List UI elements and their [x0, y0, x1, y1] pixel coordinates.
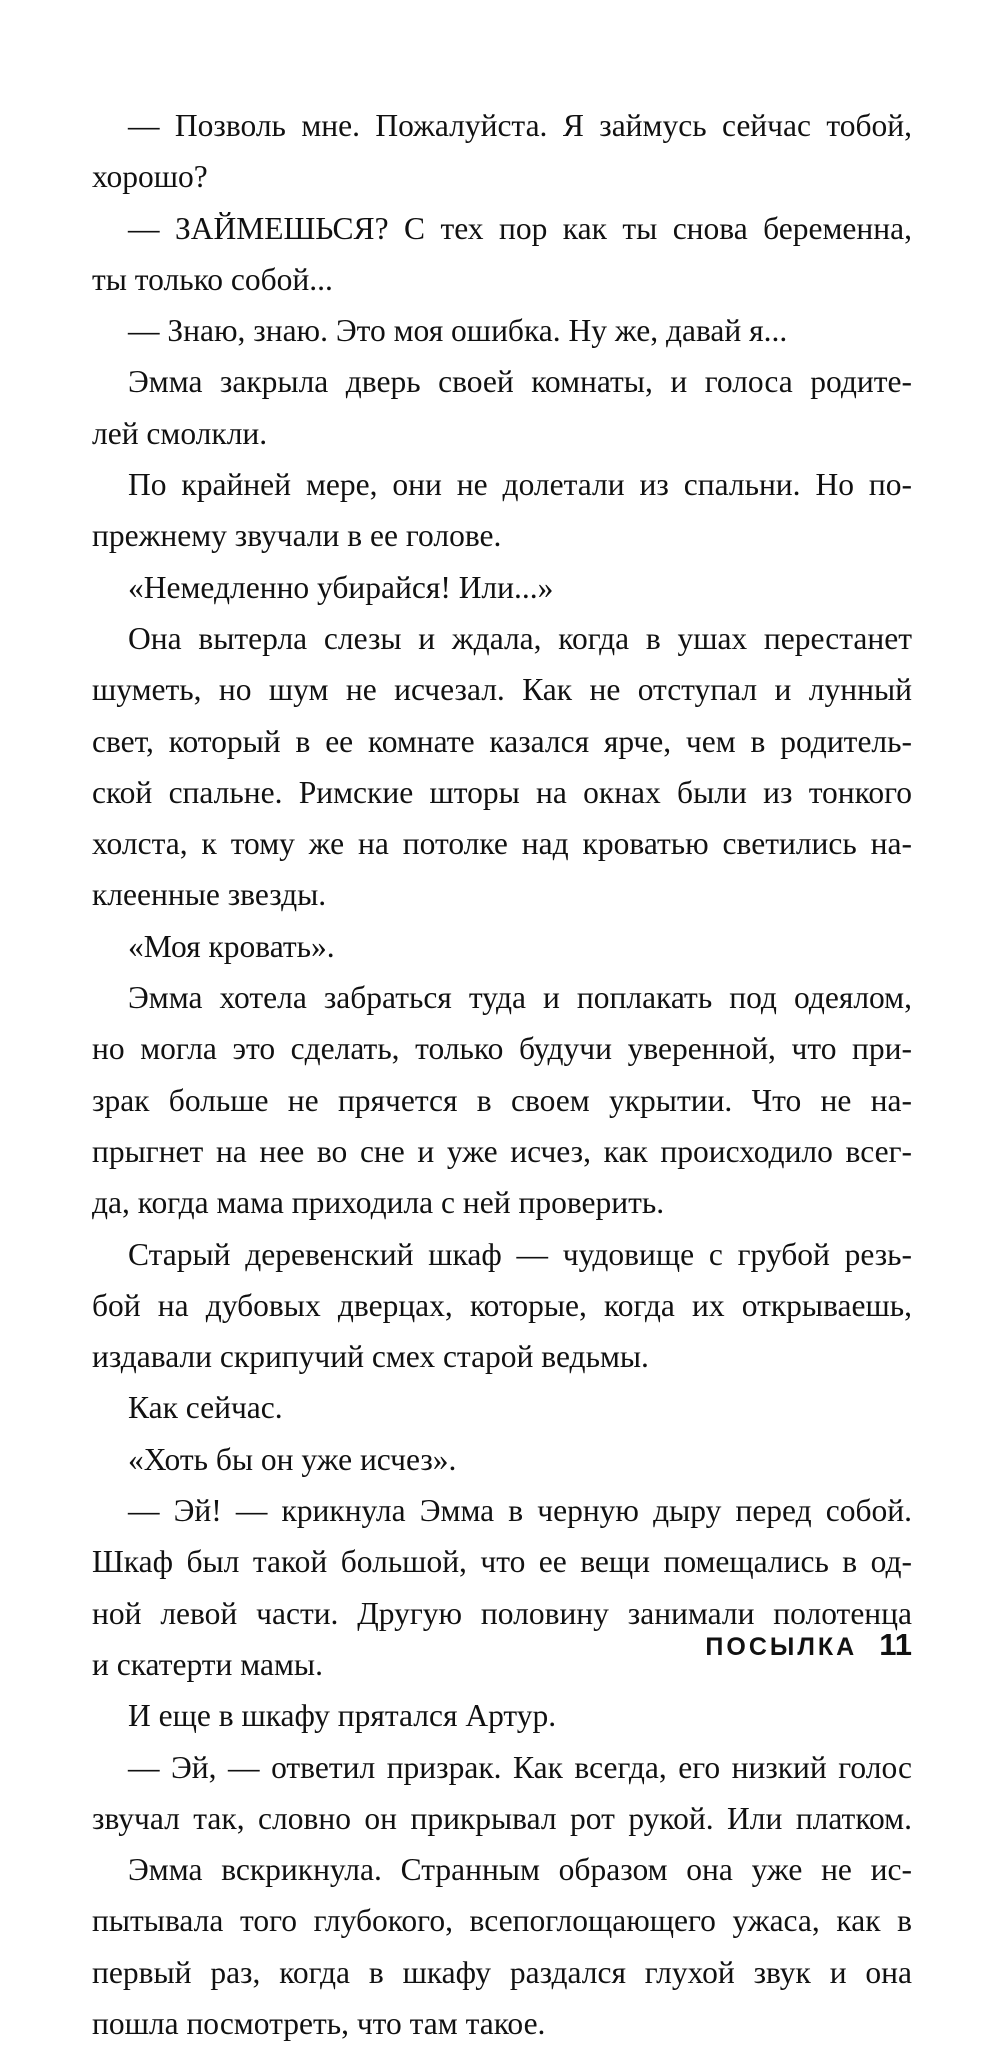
text-line: лей смолкли. — [92, 415, 268, 451]
text-line: прыгнет на нее во сне и уже исчез, как происходило всег- — [92, 1133, 912, 1169]
text-line: зрак больше не прячется в своем укрытии. Что не на- — [92, 1082, 912, 1118]
text-line: шуметь, но шум не исчезал. Как не отступал и лунный — [92, 672, 912, 708]
text-line: — ЗАЙМЕШЬСЯ? С тех пор как ты снова беременна, — [128, 210, 912, 246]
text-line: ной левой части. Другую половину занимали полотенца — [92, 1595, 912, 1631]
text-line: «Немедленно убирайся! Или...» — [128, 569, 554, 605]
text-line: По крайней мере, они не долетали из спальни. Но по- — [128, 467, 912, 503]
text-line: Она вытерла слезы и ждала, когда в ушах перестанет — [128, 620, 912, 656]
text-line: — Эй, — ответил призрак. Как всегда, его низкий голос — [128, 1749, 912, 1785]
text-line: Шкаф был такой большой, что ее вещи помещались в од- — [92, 1544, 912, 1580]
text-line: ты только собой... — [92, 261, 333, 297]
text-line: «Моя кровать». — [128, 928, 335, 964]
text-line: Эмма закрыла дверь своей комнаты, и голоса родите- — [128, 364, 912, 400]
text-line: звучал так, словно он прикрывал рот рукой. Или платком. — [92, 1800, 912, 1836]
text-line: первый раз, когда в шкафу раздался глухой звук и она — [92, 1954, 912, 1990]
text-line: «Хоть бы он уже исчез». — [128, 1441, 457, 1477]
text-line: И еще в шкафу прятался Артур. — [128, 1698, 557, 1734]
text-line: — Эй! — крикнула Эмма в черную дыру перед собой. — [128, 1493, 912, 1529]
text-line: — Позволь мне. Пожалуйста. Я займусь сейчас тобой, — [128, 108, 912, 143]
text-line: да, когда мама приходила с ней проверить. — [92, 1185, 665, 1221]
text-line: прежнему звучали в ее голове. — [92, 518, 502, 554]
text-line: холста, к тому же на потолке над кроватью светились на- — [92, 826, 912, 862]
text-line: Как сейчас. — [128, 1390, 283, 1426]
text-line: хорошо? — [92, 159, 208, 195]
text-line: но могла это сделать, только будучи уверенной, что при- — [92, 1031, 912, 1067]
text-line: и скатерти мамы. — [92, 1646, 323, 1682]
text-line: — Знаю, знаю. Это моя ошибка. Ну же, давай я... — [128, 313, 788, 349]
body-text — [92, 100, 912, 2049]
text-line: бой на дубовых дверцах, которые, когда их открываешь, — [92, 1287, 912, 1323]
text-line: клеенные звезды. — [92, 877, 327, 913]
text-line: издавали скрипучий смех старой ведьмы. — [92, 1339, 649, 1375]
text-line: свет, который в ее комнате казался ярче, чем в родитель- — [92, 723, 912, 759]
text-line: пошла посмотреть, что там такое. — [92, 2005, 546, 2041]
text-line: пытывала того глубокого, всепоглощающего ужаса, как в — [92, 1903, 912, 1939]
text-line: Эмма вскрикнула. Странным образом она уже не ис- — [128, 1852, 912, 1888]
text-line: Старый деревенский шкаф — чудовище с грубой резь- — [128, 1236, 912, 1272]
page-footer — [0, 1627, 912, 1663]
text-line: ской спальне. Римские шторы на окнах были из тонкого — [92, 774, 912, 810]
text-line: Эмма хотела забраться туда и поплакать под одеялом, — [128, 980, 912, 1016]
page-number: 11 — [879, 1627, 912, 1662]
running-head: ПОСЫЛКА — [705, 1633, 858, 1661]
